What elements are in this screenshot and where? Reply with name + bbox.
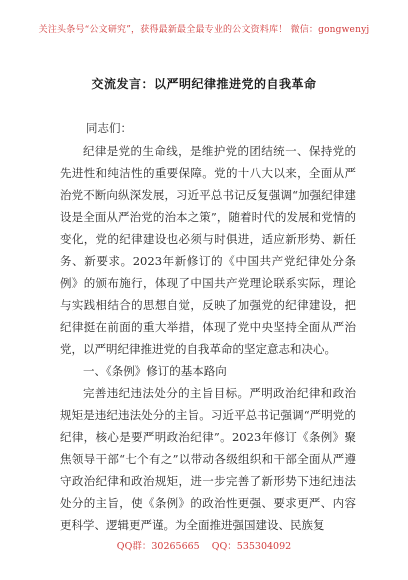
document-title: 交流发言：以严明纪律推进党的自我革命 (91, 77, 317, 91)
footer-qq: QQ：535304092 (211, 541, 292, 552)
footer-contact (0, 538, 408, 552)
footer-qq-group: QQ群：30265665 (116, 541, 200, 552)
document-body (60, 140, 356, 536)
paragraph-1: 纪律是党的生命线，是维护党的团结统一、保持党的先进性和纯洁性的重要保障。党的十八大以来，全面从严治党不断向纵深发展，习近平总书记反复强调“加强纪律建设是全面从严治党的治本之策”，随着时代的发展和党情的变化，党的纪律建设也必须与时俱进，适应新形势、新任务、新要求。2023年新修订的《中国共产党纪律处分条例》的颁布施行，体现了中国共产党理论联系实际，理论与实践相结合的思想自觉，反映了加强党的纪律建设，把纪律挺在前面的重大举措，体现了党中央坚持全面从严治党，以严明纪律推进党的自我革命的坚定意志和决心。 (60, 144, 356, 356)
header-banner: 关注头条号“公文研究”，获得最新最全最专业的公文资料库！ 微信：gongwenyj (38, 25, 370, 35)
salutation: 同志们： (86, 121, 132, 135)
section-heading-1: 一、《条例》修订的基本路向 (83, 364, 227, 378)
paragraph-2: 完善违纪违法处分的主旨目标。严明政治纪律和政治规矩是违纪违法处分的主旨。习近平总书记强调“严明党的纪律，核心是要严明政治纪律”。2023年修订《条例》聚焦领导干部“七个有之”以带动各级组织和干部全面从严遵守政治纪律和政治规矩，进一步完善了新形势下违纪违法处分的主旨，使《条例》的政治性更强、要求更严、内容更科学、逻辑更严谨。为全面推进强国建设、民族复 (60, 386, 356, 532)
